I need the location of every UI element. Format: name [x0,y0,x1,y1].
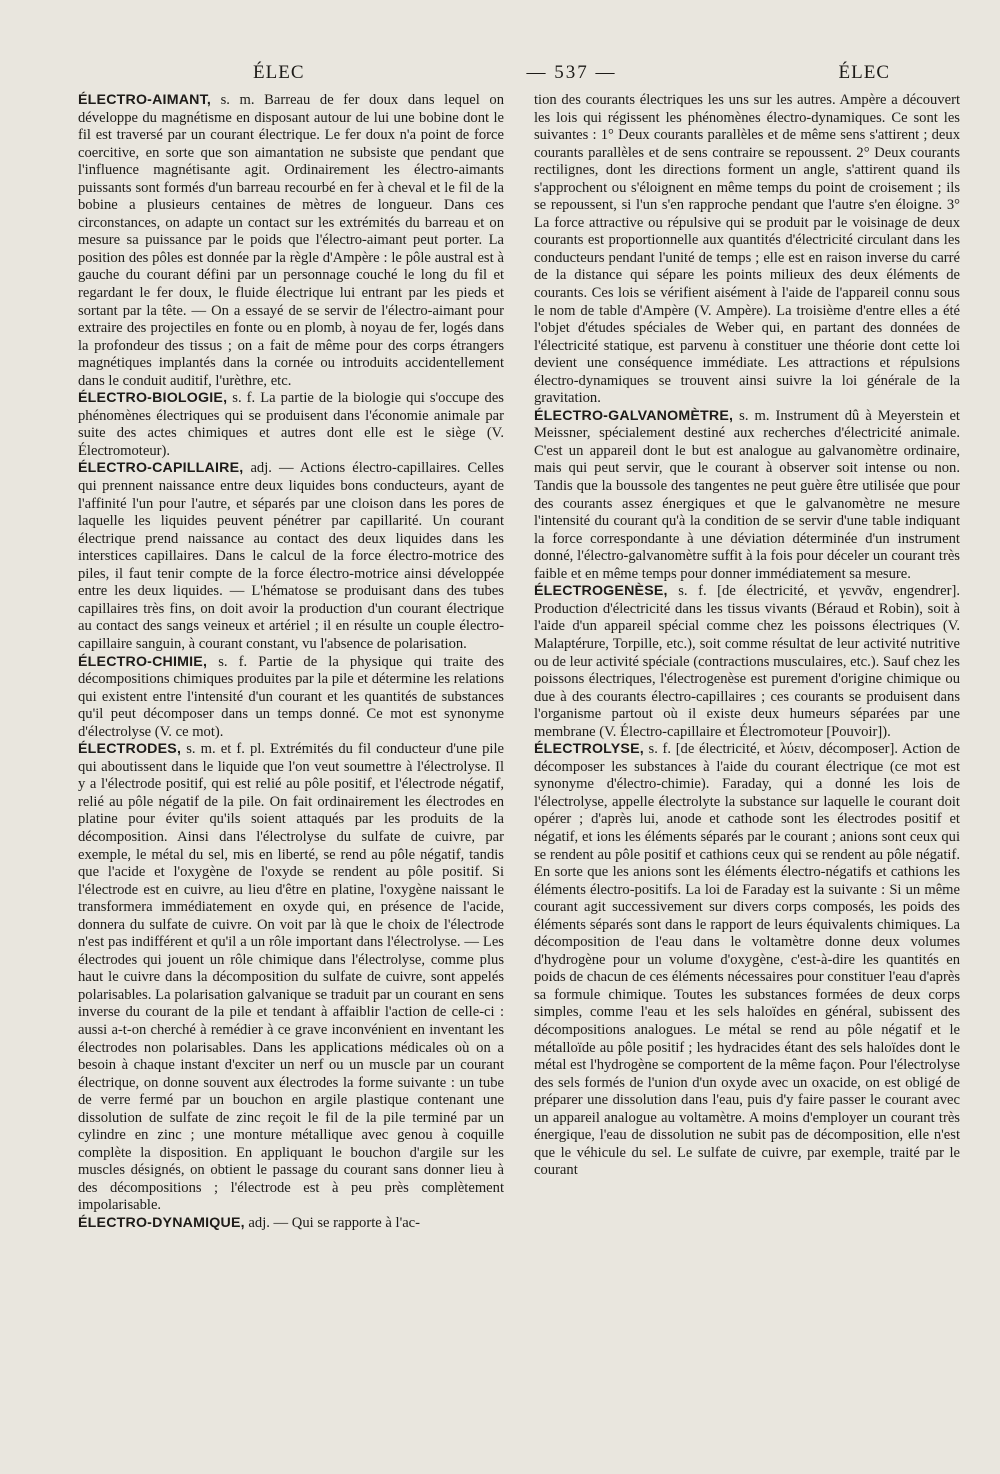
headword: ÉLECTRO-BIOLOGIE, [78,390,228,407]
left-column [78,92,504,1233]
entry-text: s. f. La partie de la biologie qui s'occupe des phénomènes électriques qui se produisent dans l'économie animale par suite des actes chimiques et autres dont elle est le siège (V. Électromoteur). [78,390,504,459]
entry-text: s. f. [de électricité, et λύειν, décomposer]. Action de décomposer les substances à l'aide du courant électrique (ce mot est synonyme d'électro-chimie). Faraday, qui a donné les lois de l'électrolyse, appelle électrolyte la substance sur laquelle le courant doit opérer ; d'après lui, anode et cathode sont les électrodes positif et négatif, et ions les éléments séparés par le courant ; anions sont ceux qui se rendent au pôle positif et cathions ceux qui se rendent au pôle négatif. En sorte que les anions sont les éléments électro-négatifs et cathions les éléments électro-positifs. La loi de Faraday est la suivante : Si un même courant agit successivement sur divers corps composés, les poids des éléments séparés sont dans le rapport de leurs équivalents chimiques. La décomposition de l'eau dans le voltamètre donne deux volumes d'hydrogène pour un volume d'oxygène, c'est-à-dire les quantités en poids de chacun de ces éléments nécessaires pour constituer l'eau d'après sa formule chimique. Toutes les substances formées de deux corps simples, comme l'eau et les sels haloïdes en général, subissent des décompositions analogues. Le métal se rend au pôle négatif et le métalloïde au pôle positif ; les hydracides étant des sels haloïdes dont le métal est l'hydrogène se comportent de la même façon. Pour l'électrolyse des sels formés de l'union d'un oxyde avec un oxacide, on est obligé de préparer une dissolution dans l'eau, puis d'y faire passer le courant avec un appareil analogue au voltamètre. A moins d'employer un courant très énergique, l'eau de dissolution ne subit pas de décomposition, elle n'est que le véhicule du sel. Le sulfate de cuivre, par exemple, traité par le courant [534,741,960,1179]
entry-text: s. f. Partie de la physique qui traite des décompositions chimiques produites par la pile et détermine les relations qui existent entre l'intensité d'un courant et les quantités de substances qu'il peut décomposer dans un temps donné. Ce mot est synonyme d'électrolyse (V. ce mot). [78,653,504,740]
entry-electrodes [78,741,504,1215]
headword: ÉLECTRO-AIMANT, [78,92,212,108]
entry-text: adj. — Actions électro-capillaires. Celles qui prennent naissance entre deux liquides bons conducteurs, ayant de l'affinité l'un pour l'autre, et séparés par une cloison dans les pores de laquelle les liquides peuvent pénétrer par capillarité. Un courant électrique prend naissance au contact des deux liquides dans les interstices capillaires. Dans le calcul de la force électro-motrice des piles, il faut tenir compte de la force électro-motrice ainsi développée entre les deux liquides. — L'hématose se produisant dans des tubes capillaires très fins, on doit avoir la production d'un courant électrique au contact des sangs veineux et artériel ; il en résulte un couple électro-capillaire sanguin, à courant constant, vu l'absence de polarisation. [78,460,504,652]
entry-electro-aimant [78,92,504,390]
entry-electrolyse [534,741,960,1180]
header-left: ÉLEC [253,62,305,83]
entry-text: tion des courants électriques les uns sur les autres. Ampère a découvert les lois qui régissent les phénomènes électro-dynamiques. Ce sont les suivantes : 1° Deux courants parallèles et de même sens s'attirent ; deux courants parallèles et de sens contraire se repoussent. 2° Deux courants rectilignes, dont les directions forment un angle, s'attirent quand ils s'approchent ou s'éloignent en même temps du point de croisement ; ils se repoussent, si l'un s'en rapproche pendant que l'autre s'en éloigne. 3° La force attractive ou répulsive qui se produit par le voisinage de deux courants est proportionnelle aux quantités d'électricité circulant dans les conducteurs pendant l'unité de temps ; elle est en raison inverse du carré de la distance qui sépare les points milieux des deux éléments de courants. Ces lois se vérifient aisément à l'aide de l'appareil connu sous le nom de table d'Ampère (V. Ampère). La troisième d'entre elles a été l'objet d'études spéciales de Weber qui, en partant des données de l'électricité statique, est parvenu à constituer une théorie dont cette loi devient une conséquence immédiate. Les attractions et répulsions électro-dynamiques se trouvent ainsi suivre la loi générale de la gravitation. [534,92,960,407]
headword: ÉLECTRO-CAPILLAIRE, [78,460,244,477]
headword: ÉLECTRO-CHIMIE, [78,653,208,670]
entry-electrogenese [534,583,960,741]
entry-electro-chimie [78,654,504,742]
entry-text: adj. — Qui se rapporte à l'ac- [244,1215,421,1231]
entry-electro-capillaire [78,460,504,653]
entry-electro-galvanometre [534,408,960,583]
entry-electro-dynamique-cont [534,92,960,408]
right-column [534,92,960,1233]
running-header [78,62,960,90]
text-columns [78,92,960,1233]
entry-text: s. m. et f. pl. Extrémités du fil conducteur d'une pile qui aboutissent dans le liquide que l'on veut soumettre à l'électrolyse. Il y a l'électrode positif, qui est relié au pôle positif, et l'électrode négatif, relié au pôle négatif de la pile. On fait ordinairement les électrodes en platine pour éviter qu'ils soient attaqués par les produits de la décomposition. Ainsi dans l'électrolyse du sulfate de cuivre, par exemple, le métal du sel, mis en liberté, se rend au pôle négatif, tandis que l'acide et l'oxygène de l'oxyde se rendent au pôle positif. Si l'électrode est en cuivre, au lieu d'être en platine, l'oxygène naissant le transformera immédiatement en oxyde qui, en présence de l'acide, donnera du sulfate de cuivre. On voit par là que le choix de l'électrode n'est pas indifférent et qu'il a un rôle important dans l'électrolyse. — Les électrodes qui jouent un rôle chimique dans l'électrolyse, comme plus haut le cuivre dans la décomposition du sulfate de cuivre, sont appelés polarisables. La polarisation galvanique se traduit par un courant en sens inverse du courant de la pile et tendant à affaiblir l'action de celle-ci : aussi a-t-on cherché à remédier à ce grave inconvénient en inventant les électrodes non polarisables. Dans les applications médicales où on a besoin à chaque instant d'exciter un nerf ou un muscle par un courant électrique, on donne souvent aux électrodes la forme suivante : un tube de verre fermé par un bouchon en argile plastique contenant une dissolution de sulfate de zinc reçoit le fil de la pile terminé par un cylindre en zinc ; une monture métallique avec genou à coquille complète la disposition. En appliquant le bouchon d'argile sur les muscles désignés, on obtient le passage du courant sans donner lieu à des décompositions ; l'électrode est à peu près complètement impolarisable. [78,741,504,1214]
entry-electro-biologie [78,390,504,460]
headword: ÉLECTRO-DYNAMIQUE, [78,1215,245,1231]
entry-electro-dynamique [78,1215,504,1233]
headword: ÉLECTRODES, [78,741,182,758]
headword: ÉLECTRO-GALVANOMÈTRE, [534,407,734,424]
page-number: — 537 — [526,62,617,83]
entry-text: s. f. [de électricité, et γεννᾶν, engendrer]. Production d'électricité dans les tissus vivants (Béraud et Robin), soit à l'aide d'un appareil spécial comme chez les poissons électriques (V. Malaptérure, Torpille, etc.), soit comme résultat de leur activité nutritive ou de leur activité spéciale (contractions musculaires, etc.). Sauf chez les poissons électriques, l'électrogenèse est purement d'origine chimique ou due à des courants électro-capillaires ; ces courants se produisent dans l'organisme partout où il existe deux humeurs séparées par une membrane (V. Électro-capillaire et Électromoteur [Pouvoir]). [534,583,960,740]
entry-text: s. m. Barreau de fer doux dans lequel on développe du magnétisme en disposant autour de lui une bobine dont le fil est traversé par un courant électrique. Le fer doux n'a point de force coercitive, en sorte que son aimantation ne subsiste que pendant que l'influence magnétisante agit. Ordinairement les électro-aimants puissants sont formés d'un barreau recourbé en fer à cheval et le fil de la bobine a plusieurs centaines de mètres de longueur. Dans ces circonstances, on adapte un contact sur les extrémités du barreau et on mesure sa puissance par le poids que l'électro-aimant peut porter. La position des pôles est donnée par la règle d'Ampère : le pôle austral est à gauche du courant défini par un personnage couché le long du fil et regardant le fer doux, le fluide électrique lui entrant par les pieds et sortant par la tête. — On a essayé de se servir de l'électro-aimant pour extraire des projectiles en fonte ou en plomb, à noyau de fer, logés dans la profondeur des tissus ; on a fait de même pour des corps étrangers magnétiques implantés dans la cornée ou introduits accidentellement dans le conduit auditif, l'urèthre, etc. [78,92,504,389]
entry-text: s. m. Instrument dû à Meyerstein et Meissner, spécialement destiné aux recherches d'électricité animale. C'est un appareil dont le but est analogue au galvanomètre ordinaire, mais qui peut servir, que le courant à observer soit intense ou non. Tandis que la boussole des tangentes ne peut guère être utilisée que pour des courants assez énergiques et que le galvanomètre ne mesure l'intensité du courant qu'à la condition de se servir d'une table indiquant la force correspondante à une déviation déterminée d'un instrument donné, l'électro-galvanomètre suffit à la fois pour déceler un courant très faible et en même temps pour donner immédiatement sa mesure. [534,407,960,582]
headword: ÉLECTROLYSE, [534,741,644,758]
header-right: ÉLEC [838,62,890,83]
headword: ÉLECTROGENÈSE, [534,583,668,600]
